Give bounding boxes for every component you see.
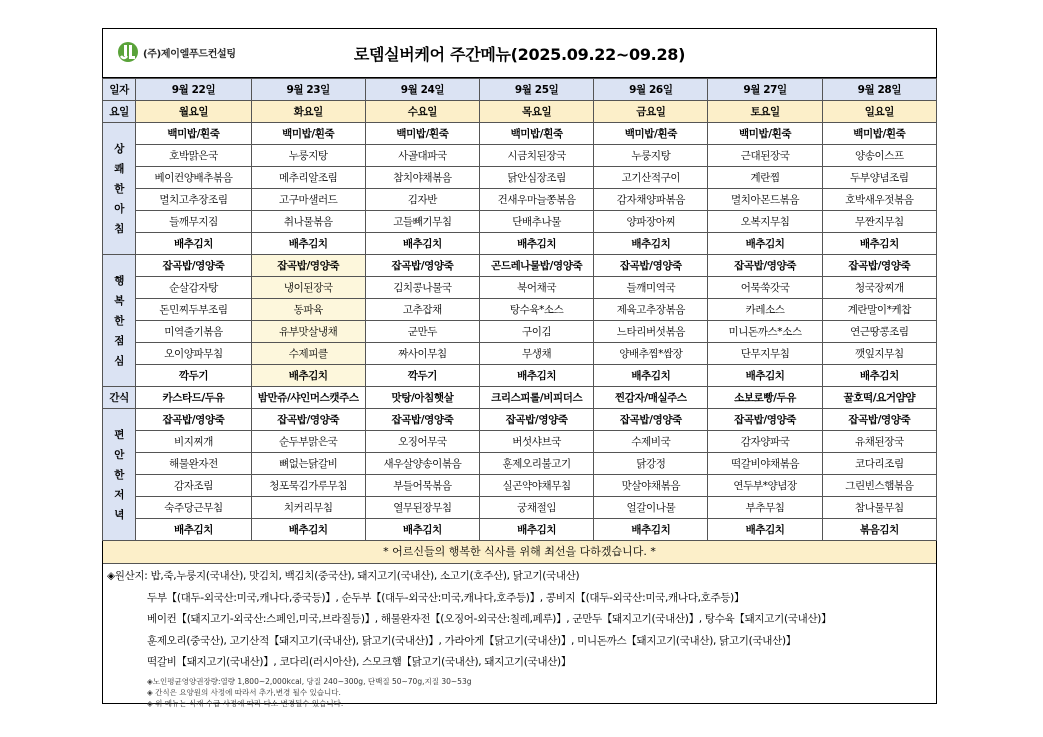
dinner-label-char: 안	[114, 448, 125, 461]
lunch-label-char: 복	[114, 294, 125, 307]
menu-item: 제육고추장볶음	[594, 299, 708, 321]
weekday-cell: 월요일	[136, 101, 251, 123]
menu-item: 연근땅콩조림	[822, 321, 936, 343]
menu-item: 배추김치	[594, 365, 708, 387]
menu-item: 취나물볶음	[251, 211, 365, 233]
footnote: ◈ 간식은 요양원의 사정에 따라서 추가,변경 될수 있습니다.	[147, 687, 341, 697]
date-cell: 9월 28일	[822, 79, 936, 101]
weekday-row	[103, 101, 937, 123]
menu-item: 미역줄기볶음	[136, 321, 251, 343]
menu-item: 깍두기	[365, 365, 479, 387]
menu-item: 닭안심장조림	[480, 167, 594, 189]
menu-item: 메추리알조림	[251, 167, 365, 189]
footnote: ◈ 위 메뉴는 식재 수급 사정에 따라 다소 변경될수 있습니다.	[147, 698, 344, 708]
snack-item: 소보로빵/두유	[708, 387, 822, 409]
page-title: 로뎀실버케어 주간메뉴(2025.09.22~09.28)	[353, 45, 686, 64]
date-cell: 9월 23일	[251, 79, 365, 101]
menu-item: 수제피클	[251, 343, 365, 365]
menu-item: 사골대파국	[365, 145, 479, 167]
menu-item: 그린빈스햄볶음	[822, 475, 936, 497]
origin-line: 훈제오리(중국산), 고기산적【돼지고기(국내산), 닭고기(국내산)】, 가라아게【닭고기(국내산)】, 미니돈까스【돼지고기(국내산), 닭고기(국내산)】	[147, 634, 796, 647]
menu-item: 배추김치	[822, 233, 936, 255]
lunch-row	[103, 321, 937, 343]
menu-item: 배추김치	[708, 365, 822, 387]
menu-item: 들깨무지짐	[136, 211, 251, 233]
menu-item: 궁채절임	[480, 497, 594, 519]
menu-item: 잡곡밥/영양죽	[136, 255, 251, 277]
weekday-header-label: 요일	[103, 101, 136, 123]
menu-item: 감자채양파볶음	[594, 189, 708, 211]
menu-item: 배추김치	[365, 233, 479, 255]
date-cell: 9월 26일	[594, 79, 708, 101]
menu-item: 비지찌개	[136, 431, 251, 453]
menu-item: 호박맑은국	[136, 145, 251, 167]
title-bar	[103, 29, 936, 78]
menu-item: 누룽지탕	[594, 145, 708, 167]
lunch-row	[103, 299, 937, 321]
menu-item: 배추김치	[708, 233, 822, 255]
menu-item: 양파장아찌	[594, 211, 708, 233]
breakfast-row	[103, 189, 937, 211]
menu-item: 잡곡밥/영양죽	[251, 255, 365, 277]
menu-item: 닭강정	[594, 453, 708, 475]
menu-item: 백미밥/흰죽	[594, 123, 708, 145]
weekday-cell: 일요일	[822, 101, 936, 123]
menu-item: 해물완자전	[136, 453, 251, 475]
menu-item: 배추김치	[365, 519, 479, 541]
menu-item: 고기산적구이	[594, 167, 708, 189]
breakfast-row	[103, 145, 937, 167]
dinner-label	[103, 409, 136, 541]
date-cell: 9월 27일	[708, 79, 822, 101]
menu-item: 배추김치	[251, 519, 365, 541]
menu-item: 백미밥/흰죽	[822, 123, 936, 145]
weekday-cell: 수요일	[365, 101, 479, 123]
menu-item: 단배추나물	[480, 211, 594, 233]
menu-item: 구이김	[480, 321, 594, 343]
menu-item: 냉이된장국	[251, 277, 365, 299]
menu-item: 미니돈까스*소스	[708, 321, 822, 343]
menu-item: 맛살야채볶음	[594, 475, 708, 497]
menu-item: 감자조림	[136, 475, 251, 497]
menu-item: 유부맛살냉채	[251, 321, 365, 343]
date-cell: 9월 22일	[136, 79, 251, 101]
menu-item: 뼈없는닭갈비	[251, 453, 365, 475]
breakfast-label-char: 한	[114, 182, 125, 195]
menu-item: 오징어무국	[365, 431, 479, 453]
menu-item: 잡곡밥/영양죽	[136, 409, 251, 431]
weekly-menu-table	[102, 78, 937, 541]
menu-item: 짜사이무침	[365, 343, 479, 365]
menu-item: 버섯샤브국	[480, 431, 594, 453]
menu-item: 깻잎지무침	[822, 343, 936, 365]
snack-item: 밤만쥬/샤인머스캣주스	[251, 387, 365, 409]
menu-item: 잡곡밥/영양죽	[365, 255, 479, 277]
lunch-label-char: 점	[114, 334, 125, 347]
origin-section	[103, 564, 936, 674]
date-cell: 9월 24일	[365, 79, 479, 101]
weekday-cell: 화요일	[251, 101, 365, 123]
menu-item: 고들빼기무침	[365, 211, 479, 233]
lunch-row	[103, 343, 937, 365]
menu-item: 실곤약야채무침	[480, 475, 594, 497]
weekday-cell: 목요일	[480, 101, 594, 123]
snack-item: 맛탕/아침햇살	[365, 387, 479, 409]
dinner-label-char: 녁	[114, 508, 125, 521]
menu-item: 청국장찌개	[822, 277, 936, 299]
snack-item: 크리스피롤/비피더스	[480, 387, 594, 409]
snack-header-label: 간식	[103, 387, 136, 409]
menu-item: 계란찜	[708, 167, 822, 189]
menu-item: 배추김치	[251, 365, 365, 387]
menu-item: 열무된장무침	[365, 497, 479, 519]
menu-item: 양배추찜*쌈장	[594, 343, 708, 365]
date-row	[103, 79, 937, 101]
menu-item: 배추김치	[822, 365, 936, 387]
menu-item: 군만두	[365, 321, 479, 343]
menu-item: 배추김치	[480, 365, 594, 387]
menu-item: 부추무침	[708, 497, 822, 519]
lunch-label-char: 한	[114, 314, 125, 327]
menu-item: 떡갈비야채볶음	[708, 453, 822, 475]
menu-item: 김자반	[365, 189, 479, 211]
dinner-label-char: 편	[114, 428, 125, 441]
menu-item: 백미밥/흰죽	[365, 123, 479, 145]
menu-item: 치커리무침	[251, 497, 365, 519]
menu-item: 백미밥/흰죽	[480, 123, 594, 145]
menu-item: 들깨미역국	[594, 277, 708, 299]
menu-item: 잡곡밥/영양죽	[708, 255, 822, 277]
menu-item: 부들어묵볶음	[365, 475, 479, 497]
snack-item: 찐감자/매실주스	[594, 387, 708, 409]
menu-item: 고추잡채	[365, 299, 479, 321]
dinner-row	[103, 497, 937, 519]
dinner-label-char: 저	[114, 488, 125, 501]
menu-item: 멸치아몬드볶음	[708, 189, 822, 211]
menu-item: 시금치된장국	[480, 145, 594, 167]
menu-item: 청포묵김가루무침	[251, 475, 365, 497]
menu-item: 건새우마늘쫑볶음	[480, 189, 594, 211]
menu-item: 근대된장국	[708, 145, 822, 167]
menu-item: 김치콩나물국	[365, 277, 479, 299]
lunch-label-char: 행	[114, 274, 125, 287]
menu-item: 배추김치	[136, 519, 251, 541]
menu-item: 무생채	[480, 343, 594, 365]
menu-item: 동파육	[251, 299, 365, 321]
origin-line: 두부【(대두-외국산:미국,캐나다,중국등)】, 순두부【(대두-외국산:미국,캐나다,호주등)】, 콩비지【(대두-외국산:미국,캐나다,호주등)】	[147, 591, 745, 604]
menu-item: 베이컨양배추볶음	[136, 167, 251, 189]
menu-item: 호박새우젓볶음	[822, 189, 936, 211]
menu-item: 잡곡밥/영양죽	[822, 255, 936, 277]
breakfast-row	[103, 167, 937, 189]
menu-item: 느타리버섯볶음	[594, 321, 708, 343]
weekday-cell: 금요일	[594, 101, 708, 123]
menu-item: 곤드레나물밥/영양죽	[480, 255, 594, 277]
menu-item: 양송이스프	[822, 145, 936, 167]
snack-item: 꿀호떡/요거얌얌	[822, 387, 936, 409]
logo-text: (주)제이엘푸드컨설팅	[143, 48, 236, 60]
lunch-row	[103, 277, 937, 299]
breakfast-label-char: 쾌	[114, 162, 125, 175]
lunch-row	[103, 255, 937, 277]
menu-item: 유채된장국	[822, 431, 936, 453]
breakfast-row	[103, 233, 937, 255]
menu-item: 두부양념조림	[822, 167, 936, 189]
menu-item: 배추김치	[594, 519, 708, 541]
menu-item: 얼갈이나물	[594, 497, 708, 519]
menu-item: 코다리조림	[822, 453, 936, 475]
menu-item: 깍두기	[136, 365, 251, 387]
dinner-row	[103, 453, 937, 475]
menu-item: 잡곡밥/영양죽	[251, 409, 365, 431]
date-header-label: 일자	[103, 79, 136, 101]
menu-item: 무짠지무침	[822, 211, 936, 233]
date-cell: 9월 25일	[480, 79, 594, 101]
menu-item: 단무지무침	[708, 343, 822, 365]
menu-item: 카레소스	[708, 299, 822, 321]
breakfast-row	[103, 211, 937, 233]
lunch-label-char: 심	[114, 354, 125, 367]
menu-sheet	[102, 28, 937, 708]
origin-line: 베이컨【(돼지고기-외국산:스페인,미국,브라질등)】, 해물완자전【(오징어-외국산:칠레,페루)】, 군만두【돼지고기(국내산)】, 탕수육【돼지고기(국내산)】	[147, 613, 832, 626]
snack-item: 카스타드/두유	[136, 387, 251, 409]
lunch-label	[103, 255, 136, 387]
dinner-label-char: 한	[114, 468, 125, 481]
breakfast-label	[103, 123, 136, 255]
menu-item: 백미밥/흰죽	[708, 123, 822, 145]
menu-item: 잡곡밥/영양죽	[822, 409, 936, 431]
menu-item: 배추김치	[136, 233, 251, 255]
menu-item: 훈제오리불고기	[480, 453, 594, 475]
menu-item: 멸치고추장조림	[136, 189, 251, 211]
menu-item: 누룽지탕	[251, 145, 365, 167]
menu-item: 잡곡밥/영양죽	[365, 409, 479, 431]
menu-item: 배추김치	[480, 233, 594, 255]
menu-item: 배추김치	[594, 233, 708, 255]
origin-line: 떡갈비【돼지고기(국내산)】, 코다리(러시아산), 스모크햄【닭고기(국내산), 돼지고기(국내산)】	[147, 656, 572, 669]
dinner-row	[103, 409, 937, 431]
menu-item: 오이양파무침	[136, 343, 251, 365]
menu-item: 오복지무침	[708, 211, 822, 233]
menu-item: 새우살양송이볶음	[365, 453, 479, 475]
menu-item: 숙주당근무침	[136, 497, 251, 519]
menu-item: 순살감자탕	[136, 277, 251, 299]
menu-item: 배추김치	[708, 519, 822, 541]
menu-item: 잡곡밥/영양죽	[480, 409, 594, 431]
menu-item: 돈민찌두부조림	[136, 299, 251, 321]
menu-item: 어묵쑥갓국	[708, 277, 822, 299]
menu-item: 백미밥/흰죽	[251, 123, 365, 145]
dinner-row	[103, 519, 937, 541]
menu-item: 수제비국	[594, 431, 708, 453]
menu-item: 배추김치	[251, 233, 365, 255]
menu-item: 고구마샐러드	[251, 189, 365, 211]
notice-banner: * 어르신들의 행복한 식사를 위해 최선을 다하겠습니다. *	[103, 540, 936, 564]
menu-item: 잡곡밥/영양죽	[594, 255, 708, 277]
menu-item: 연두부*양념장	[708, 475, 822, 497]
menu-item: 백미밥/흰죽	[136, 123, 251, 145]
menu-item: 북어채국	[480, 277, 594, 299]
menu-item: 잡곡밥/영양죽	[708, 409, 822, 431]
dinner-row	[103, 431, 937, 453]
breakfast-label-char: 상	[114, 142, 125, 155]
menu-item: 감자양파국	[708, 431, 822, 453]
menu-item: 참치야채볶음	[365, 167, 479, 189]
footnote: ◈노인평균영양권장량:열량 1,800~2,000kcal, 당질 240~300g, 단백질 50~70g,지질 30~53g	[147, 676, 472, 686]
breakfast-label-char: 침	[114, 222, 125, 235]
menu-item: 참나물무침	[822, 497, 936, 519]
lunch-row	[103, 365, 937, 387]
menu-item: 잡곡밥/영양죽	[594, 409, 708, 431]
menu-item: 계란말이*케찹	[822, 299, 936, 321]
menu-item: 탕수육*소스	[480, 299, 594, 321]
menu-item: 순두부맑은국	[251, 431, 365, 453]
breakfast-row	[103, 123, 937, 145]
menu-item: 볶음김치	[822, 519, 936, 541]
dinner-row	[103, 475, 937, 497]
snack-row	[103, 387, 937, 409]
footnotes	[103, 676, 936, 709]
breakfast-label-char: 아	[114, 202, 125, 215]
menu-item: 배추김치	[480, 519, 594, 541]
origin-line: ◈원산지: 밥,죽,누룽지(국내산), 맛김치, 백김치(중국산), 돼지고기(국내산), 소고기(호주산), 닭고기(국내산)	[107, 570, 580, 582]
weekday-cell: 토요일	[708, 101, 822, 123]
